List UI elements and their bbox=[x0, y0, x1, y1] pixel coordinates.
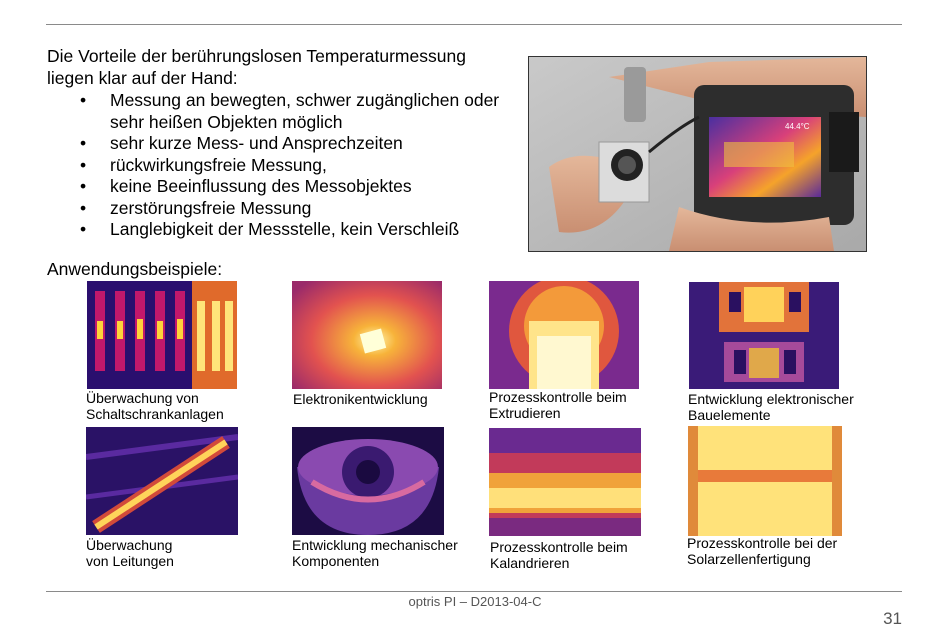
bullet-icon: • bbox=[80, 90, 87, 110]
bullet-icon: • bbox=[80, 176, 87, 196]
list-item-text: keine Beeinflussung des Messobjektes bbox=[110, 176, 412, 196]
caption-solar-cells: Prozesskontrolle bei der Solarzellenfertigung bbox=[687, 535, 838, 567]
list-item bbox=[47, 155, 517, 177]
list-item-text: Langlebigkeit der Messstelle, kein Verschleiß bbox=[110, 219, 460, 239]
thermal-image-cables-art bbox=[86, 427, 238, 535]
list-item bbox=[47, 90, 517, 133]
thermal-image-solar-cells bbox=[688, 426, 842, 536]
screen-temperature-reading: 44.4°C bbox=[785, 122, 810, 131]
thermal-image-switch-cabinet bbox=[87, 281, 237, 389]
bottom-divider bbox=[46, 591, 902, 592]
page-number: 31 bbox=[883, 609, 902, 628]
thermal-image-calendering-art bbox=[489, 428, 641, 536]
caption-calendering: Prozesskontrolle beim Kalandrieren bbox=[490, 539, 628, 571]
camera-photo-illustration bbox=[529, 57, 866, 251]
intro-text: Die Vorteile der berührungslosen Temperaturmessung liegen klar auf der Hand: bbox=[47, 46, 466, 88]
thermal-image-electronics-art bbox=[292, 281, 442, 389]
list-item bbox=[47, 198, 517, 220]
list-item-text: sehr kurze Mess- und Ansprechzeiten bbox=[110, 133, 403, 153]
advantages-list bbox=[47, 90, 517, 241]
bullet-icon: • bbox=[80, 219, 87, 239]
list-item-text: rückwirkungsfreie Messung, bbox=[110, 154, 327, 175]
bullet-icon: • bbox=[80, 154, 87, 175]
thermal-image-components bbox=[689, 282, 839, 389]
caption-electronics: Elektronikentwicklung bbox=[293, 391, 428, 407]
bullet-icon: • bbox=[80, 197, 87, 218]
examples-heading: Anwendungsbeispiele: bbox=[47, 259, 223, 279]
thermal-image-components-art bbox=[689, 282, 839, 389]
list-item-text: zerstörungsfreie Messung bbox=[110, 197, 312, 218]
thermal-image-switch-cabinet-art bbox=[87, 281, 237, 389]
thermal-image-electronics bbox=[292, 281, 442, 389]
caption-mechanical: Entwicklung mechanischer Komponenten bbox=[292, 537, 458, 569]
thermal-image-solar-cells-art bbox=[688, 426, 842, 536]
caption-switch-cabinet: Überwachung von Schaltschrankanlagen bbox=[86, 390, 224, 422]
thermal-image-mechanical-art bbox=[292, 427, 444, 535]
footer-document-id: optris PI – D2013-04-C bbox=[408, 594, 542, 609]
list-item-text: Messung an bewegten, schwer zugänglichen oder sehr heißen Objekten möglich bbox=[110, 90, 500, 132]
thermal-image-cables bbox=[86, 427, 238, 535]
list-item bbox=[47, 176, 517, 198]
camera-photo bbox=[528, 56, 867, 252]
thermal-image-calendering bbox=[489, 428, 641, 536]
caption-components: Entwicklung elektronischer Bauelemente bbox=[688, 391, 854, 423]
top-divider bbox=[46, 24, 902, 25]
list-item bbox=[47, 133, 517, 155]
bullet-icon: • bbox=[80, 133, 87, 153]
caption-cables: Überwachung von Leitungen bbox=[86, 537, 174, 569]
thermal-image-extrusion bbox=[489, 281, 639, 389]
caption-extrusion: Prozesskontrolle beim Extrudieren bbox=[489, 389, 627, 421]
thermal-image-extrusion-art bbox=[489, 281, 639, 389]
thermal-image-mechanical bbox=[292, 427, 444, 535]
list-item bbox=[47, 219, 517, 241]
